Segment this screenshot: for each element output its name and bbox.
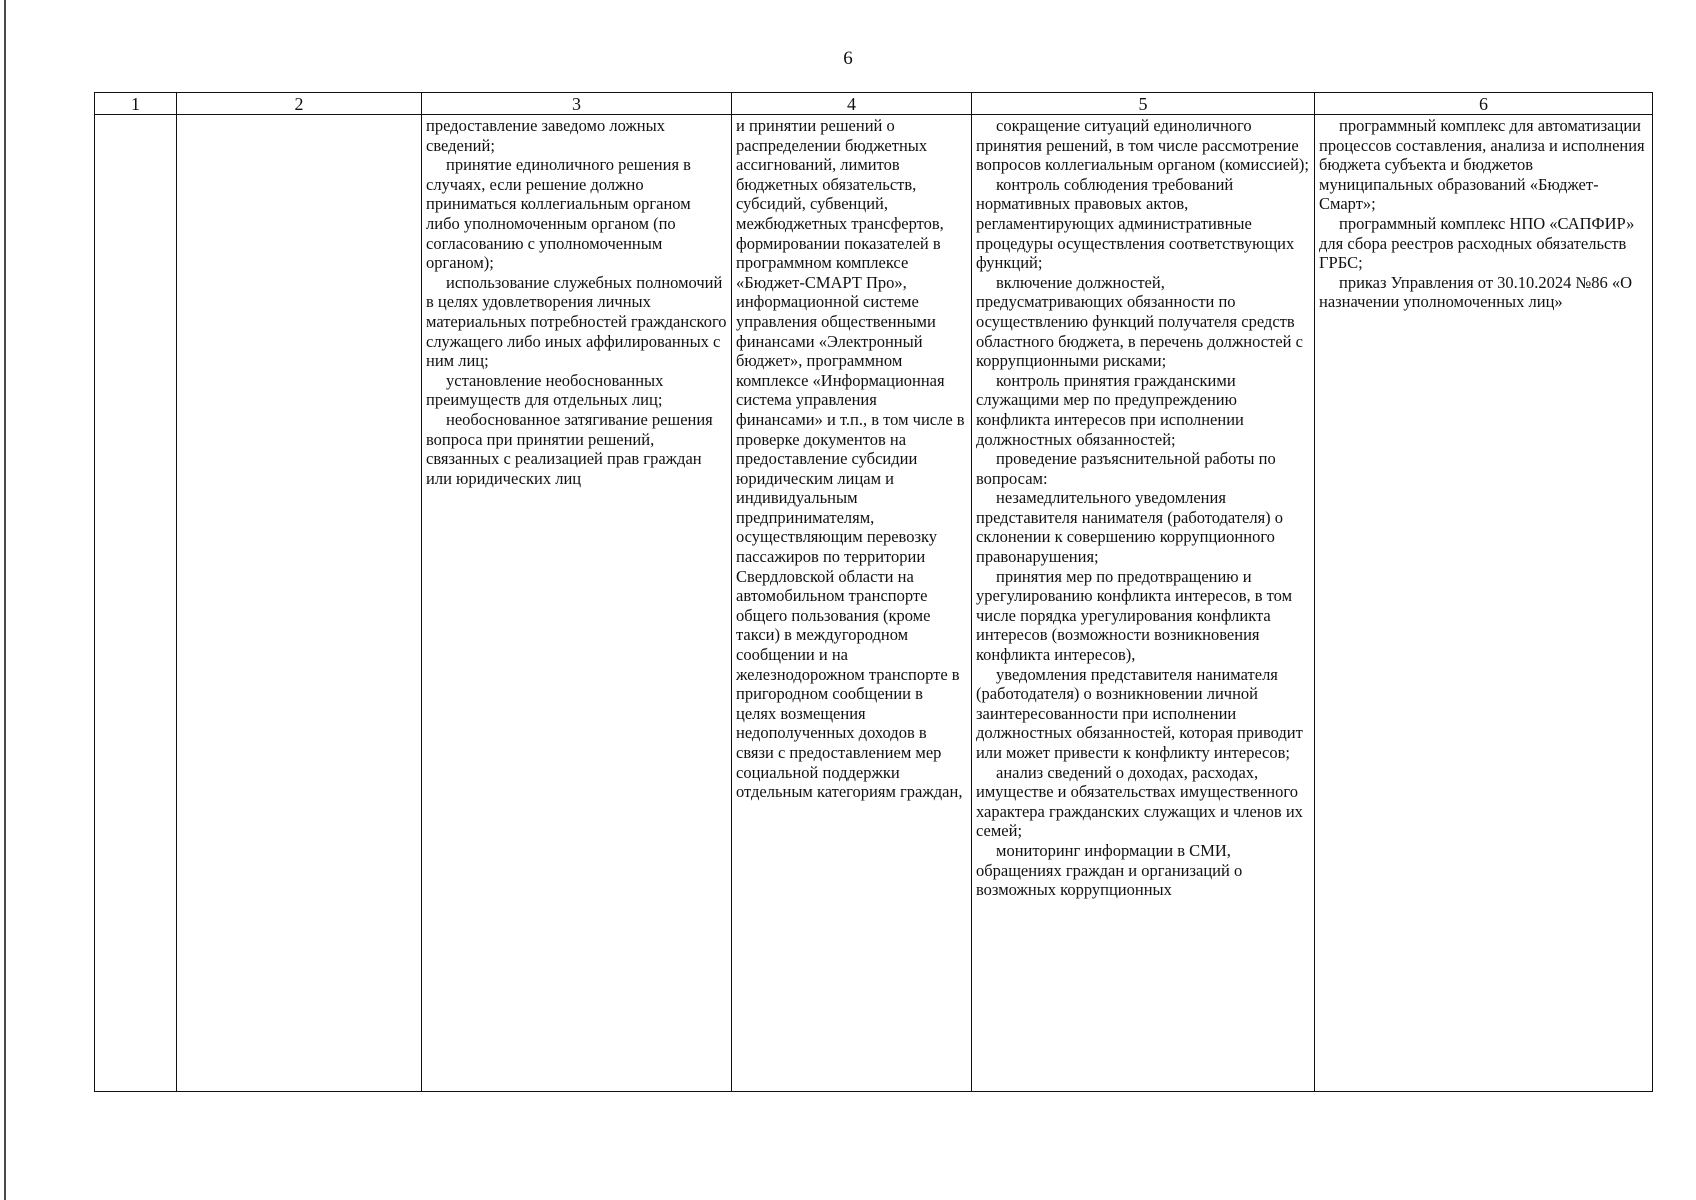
tool-paragraph: программный комплекс НПО «САПФИР» для сбора реестров расходных обязательств ГРБС; <box>1319 213 1639 273</box>
risk-paragraph: необоснованное затягивание решения вопроса при принятии решений, связанных с реализацией прав граждан или юридических лиц <box>426 409 717 488</box>
measure-paragraph: проведение разъяснительной работы по вопросам: <box>976 449 1280 488</box>
measures-table <box>94 92 1653 1092</box>
measure-paragraph: контроль соблюдения требований нормативных правовых актов, регламентирующих административные процедуры осуществления соответствующих функций; <box>976 174 1299 273</box>
measure-paragraph: контроль принятия гражданскими служащими мер по предупреждению конфликта интересов при исполнении должностных обязанностей; <box>976 370 1248 449</box>
measure-paragraph: незамедлительного уведомления представителя нанимателя (работодателя) о склонении к совершению коррупционного правонарушения; <box>976 488 1288 567</box>
measure-paragraph: мониторинг информации в СМИ, обращениях граждан и организаций о возможных коррупционных <box>976 840 1247 900</box>
function-paragraph: и принятии решений о распределении бюджетных ассигнований, лимитов бюджетных обязательств, субсидий, субвенций, межбюджетных трансфертов, формировании показателей в программном комплексе «Бюджет-СМАРТ Про», информационной системе управления общественными финансами «Электронный бюджет», программном комплексе «Информационная система управления финансами» и т.п., в том числе в проверке документов на предоставление субсидии юридическим лицам и индивидуальным предпринимателям, осуществляющим перевозку пассажиров по территории Свердловской области на автомобильном транспорте общего пользования (кроме такси) в междугородном сообщении и на железнодорожном транспорте в пригородном сообщении в целях возмещения недополученных доходов в связи с предоставлением мер социальной поддержки отдельным категориям граждан, <box>736 116 969 802</box>
page-number: 6 <box>843 48 853 69</box>
tool-paragraph: приказ Управления от 30.10.2024 №86 «О назначении уполномоченных лиц» <box>1319 272 1637 312</box>
risk-paragraph: установление необоснованных преимуществ для отдельных лиц; <box>426 370 668 410</box>
column-header-6: 6 <box>1315 93 1653 115</box>
column-header-1: 1 <box>95 93 177 115</box>
measure-paragraph: уведомления представителя нанимателя (работодателя) о возникновении личной заинтересованности при исполнении должностных обязанностей, которая приводит или может привести к конфликту интересов; <box>976 664 1307 762</box>
column-header-3: 3 <box>422 93 732 115</box>
column-header-2: 2 <box>177 93 422 115</box>
tool-paragraph: программный комплекс для автоматизации процессов составления, анализа и исполнения бюджета субъекта и бюджетов муниципальных образований «Бюджет-Смарт»; <box>1319 116 1649 214</box>
cell-col-6-tools <box>1315 115 1653 1092</box>
table-row <box>95 115 1653 1092</box>
measure-paragraph: сокращение ситуаций единоличного принятия решений, в том числе рассмотрение вопросов коллегиальным органом (комиссией); <box>976 116 1309 175</box>
cell-col-2 <box>177 115 422 1092</box>
cell-col-3-risks <box>422 115 732 1092</box>
measure-paragraph: включение должностей, предусматривающих обязанности по осуществлению функций получателя средств областного бюджета, в перечень должностей с коррупционными рисками; <box>976 272 1308 371</box>
column-header-4: 4 <box>732 93 972 115</box>
measure-paragraph: принятия мер по предотвращению и урегулированию конфликта интересов, в том числе порядка урегулирования конфликта интересов (возможности возникновения конфликта интересов), <box>976 566 1297 665</box>
cell-col-5-measures <box>972 115 1315 1092</box>
risk-paragraph: предоставление заведомо ложных сведений; <box>426 116 670 155</box>
cell-col-4-functions <box>732 115 972 1092</box>
column-header-5: 5 <box>972 93 1315 115</box>
risk-paragraph: использование служебных полномочий в целях удовлетворения личных материальных потребностей гражданского служащего либо иных аффилированных с ним лиц; <box>426 272 731 371</box>
cell-col-1 <box>95 115 177 1092</box>
risk-paragraph: принятие единоличного решения в случаях, если решение должно приниматься коллегиальным органом либо уполномоченным органом (по согласованию с уполномоченным органом); <box>426 155 696 273</box>
scan-edge-line <box>4 0 6 1200</box>
table-header-row <box>95 93 1653 115</box>
measure-paragraph: анализ сведений о доходах, расходах, имуществе и обязательствах имущественного характера гражданских служащих и членов их семей; <box>976 762 1308 841</box>
